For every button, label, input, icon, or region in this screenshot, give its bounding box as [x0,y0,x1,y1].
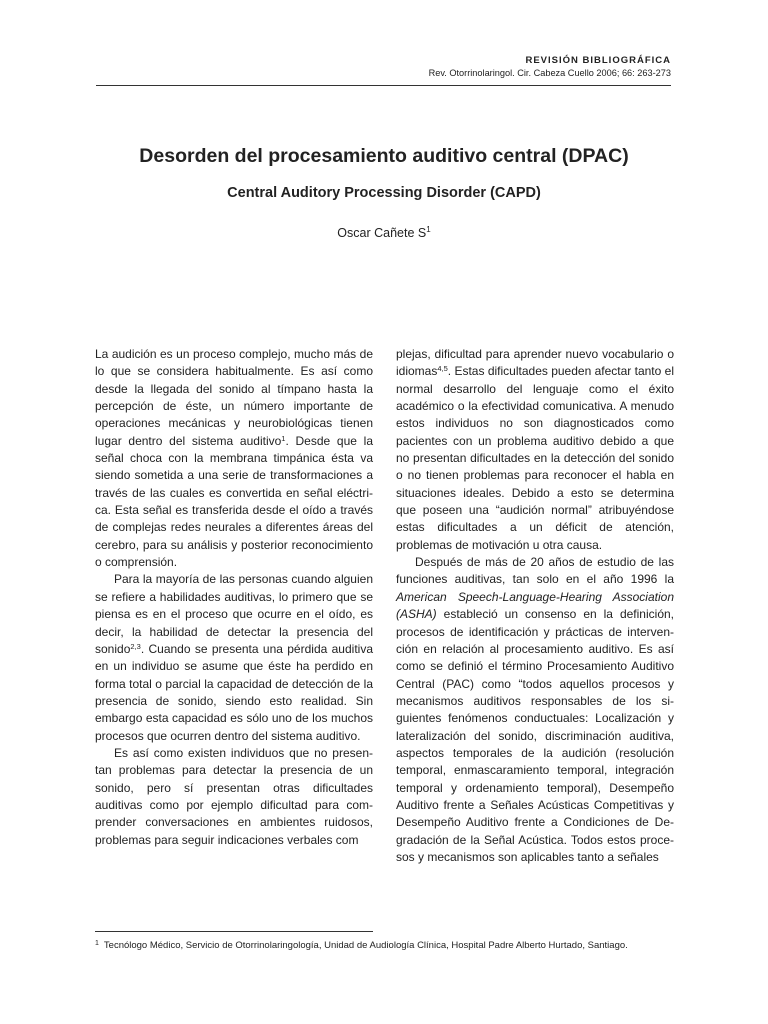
footnote-text: Tecnólogo Médico, Servicio de Otorrinolaringología, Unidad de Audiología Clínica, Hospital Padre Alberto Hurtado, Santiago. [103,940,628,951]
paragraph-text: Después de más de 20 años de estudio de las funciones auditivas, tan solo en el año 1996 la [396,555,674,587]
organization-name: American Speech-Language-Hearing Association (ASHA) [396,589,674,622]
paragraph-text: . Cuando se presenta una pérdida auditiva en un individuo se asume que éste ha perdido en forma total o parcial la capacidad de detección de la presencia de sonido, siendo esto realidad. Sin embargo esta capacidad es sólo uno de los muchos procesos que ocurren dentro del sistema auditivo. [95,641,373,743]
article-subtitle: Central Auditory Processing Disorder (CAPD) [227,185,541,201]
paragraph [95,346,373,571]
paragraph-text: . Desde que la señal choca con la membrana timpánica ésta va siendo sometida a una serie de transformaciones a través de las cuales es convertida en señal eléctrica. Esta señal es transferida desde el oído a través de complejas redes neurales a diferentes áreas del cerebro, para su análisis y posterior reconocimiento o comprensión. [95,433,373,570]
footnote-mark: 1 [95,940,99,947]
journal-citation: Rev. Otorrinolaringol. Cir. Cabeza Cuello 2006; 66: 263-273 [428,68,671,78]
paragraph-text: plejas, dificultad para aprender nuevo vocabulario o idiomas [396,347,674,379]
section-label: REVISIÓN BIBLIOGRÁFICA [525,55,671,66]
paragraph-text: . Estas dificultades pueden afectar tanto el normal desarrollo del lenguaje como el éxito académico o la efectividad comunicativa. A menudo estos individuos no son diagnosticados como pacientes con un problema auditivo debido a que no presentan dificultades en la detección del sonido o no tienen problemas para reconocer el habla en situaciones ideales. Debido a esto se determina que poseen una “audición normal” atribuyéndose estas dificultades a un déficit de atención, problemas de motivación u otra causa. [396,364,674,552]
running-header [429,54,671,80]
footnote-divider [95,931,373,932]
citation-ref: 4,5 [437,364,448,374]
paragraph-text: La audición es un proceso complejo, mucho más de lo que se considera habitualmente. Es así como desde la llegada del sonido al tímpano hasta la percepción de éste, un número importante de operaciones mecánicas y neurobiológicas tienen lugar dentro del sistema auditivo [95,347,373,448]
paragraph [396,554,674,866]
body-column-left [95,346,373,849]
author-footnote-mark: 1 [426,225,431,234]
paragraph [95,571,373,744]
header-divider [96,85,671,86]
citation-ref: 2,3 [130,641,141,651]
paragraph-text: estableció un consenso en la definición, procesos de identificación y prácticas de intervención en relación al procesamiento auditivo. Es así como se definió el término Procesamiento Auditivo Central (PAC) como “todos aquellos procesos y mecanismos auditivos responsables de los siguientes fenómenos conductuales: Localización y lateralización del sonido, discriminación auditiva, aspectos temporales de la audición (resolución temporal, enmascaramiento temporal, integración temporal y ordenamiento temporal), Desempeño Auditivo frente a Señales Acústicas Competitivas y Desempeño Auditivo frente a Condiciones de Degradación de la Señal Acústica. Todos estos procesos y mecanismos son aplicables tanto a señales [396,607,674,864]
paragraph: Es así como existen individuos que no presentan problemas para detectar la presencia de un sonido, pero sí presentan otras dificultades auditivas como por ejemplo dificultad para comprender conversaciones en ambientes ruidosos, problemas para seguir indicaciones verbales com [95,745,373,847]
paragraph [396,346,674,554]
author-name: Oscar Cañete S [337,226,427,240]
author-line [0,221,768,242]
footnote [95,937,685,953]
citation-ref: 1 [281,433,286,443]
paragraph-text: Para la mayoría de las personas cuando alguien se refiere a habilidades auditivas, lo primero que se piensa es en el proceso que ocurre en el oído, es decir, la habilidad de detectar la presencia del sonido [95,572,373,656]
article-title: Desorden del procesamiento auditivo central (DPAC) [139,145,629,167]
body-column-right [396,346,674,866]
